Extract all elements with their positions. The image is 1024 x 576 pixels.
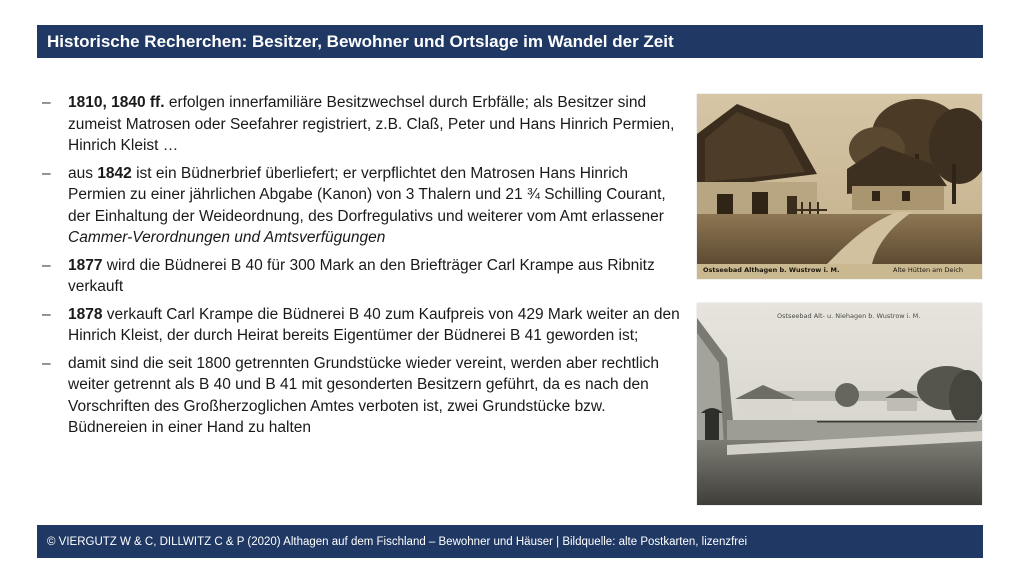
bullet-year: 1878 bbox=[68, 305, 103, 323]
dash-bullet-icon: – bbox=[42, 256, 51, 274]
header-bar bbox=[37, 25, 983, 58]
bullet-text: erfolgen innerfamiliäre Besitzwechsel durch Erbfälle; als Besitzer sind zumeist Matrosen oder Seefahrer registriert, z.B. Claß, Peter und Hans Hinrich Permien, Hinrich Kleist … bbox=[68, 94, 675, 154]
bullet-year: 1877 bbox=[68, 256, 103, 274]
dash-bullet-icon: – bbox=[42, 354, 51, 372]
bullet-year: 1842 bbox=[97, 164, 132, 182]
postcard-photo-althagen-huts bbox=[697, 94, 982, 279]
bullet-prefix: aus bbox=[68, 164, 98, 182]
postcard-photo-niehagen bbox=[697, 303, 982, 505]
footer-bar bbox=[37, 525, 983, 558]
postcard-caption-right: Alte Hütten am Deich bbox=[893, 266, 964, 274]
footer-citation: © VIERGUTZ W & C, DILLWITZ C & P (2020) Althagen auf dem Fischland – Bewohner und Häuser | Bildquelle: alte Postkarten, lizenzfrei bbox=[47, 535, 748, 548]
bullet-text: verkauft Carl Krampe die Büdnerei B 40 zum Kaufpreis von 429 Mark weiter an den Hinrich Kleist, der durch Heirat bereits Eigentümer der Büdnerei B 41 geworden ist; bbox=[68, 305, 680, 344]
page-title: Historische Recherchen: Besitzer, Bewohner und Ortslage im Wandel der Zeit bbox=[47, 31, 674, 51]
bullet-text: ist ein Büdnerbrief überliefert; er verpflichtet den Matrosen Hans Hinrich Permien zu einer jährlichen Abgabe (Kanon) von 3 Thalern und 21 ¾ Schilling Courant, der Einhaltung der Weideordnung, des Dorfregulativs und weiterer vom Amt erlassener bbox=[68, 164, 666, 225]
bullet-year: 1810, 1840 ff. bbox=[68, 94, 165, 111]
bullet-item-1810 bbox=[40, 92, 680, 157]
postcard-illustration-village bbox=[697, 303, 982, 505]
bullet-item-1842 bbox=[40, 163, 680, 249]
postcard-illustration-huts bbox=[697, 94, 982, 279]
dash-bullet-icon: – bbox=[42, 305, 51, 323]
bullet-text: damit sind die seit 1800 getrennten Grundstücke wieder vereint, werden aber rechtlich weiter getrennt als B 40 und B 41 mit gesonderten Besitzern geführt, da es nach den Vorschriften des Großherzoglichen Amtes verboten ist, zwei Grundstücke bzw. Büdnereien in einer Hand zu halten bbox=[68, 354, 660, 436]
bullet-list bbox=[40, 92, 680, 445]
postcard-caption-left: Ostseebad Althagen b. Wustrow i. M. bbox=[703, 266, 840, 274]
dash-bullet-icon: – bbox=[42, 164, 51, 182]
bullet-text: wird die Büdnerei B 40 für 300 Mark an den Briefträger Carl Krampe aus Ribnitz verkauft bbox=[68, 256, 655, 295]
bullet-item-1877 bbox=[40, 255, 680, 298]
bullet-item-1800 bbox=[40, 353, 680, 439]
bullet-italic-text: Cammer-Verordnungen und Amtsverfügungen bbox=[68, 229, 386, 246]
bullet-item-1878 bbox=[40, 304, 680, 347]
dash-bullet-icon: – bbox=[42, 94, 51, 111]
postcard-caption-top: Ostseebad Alt- u. Niehagen b. Wustrow i. M. bbox=[777, 312, 921, 320]
